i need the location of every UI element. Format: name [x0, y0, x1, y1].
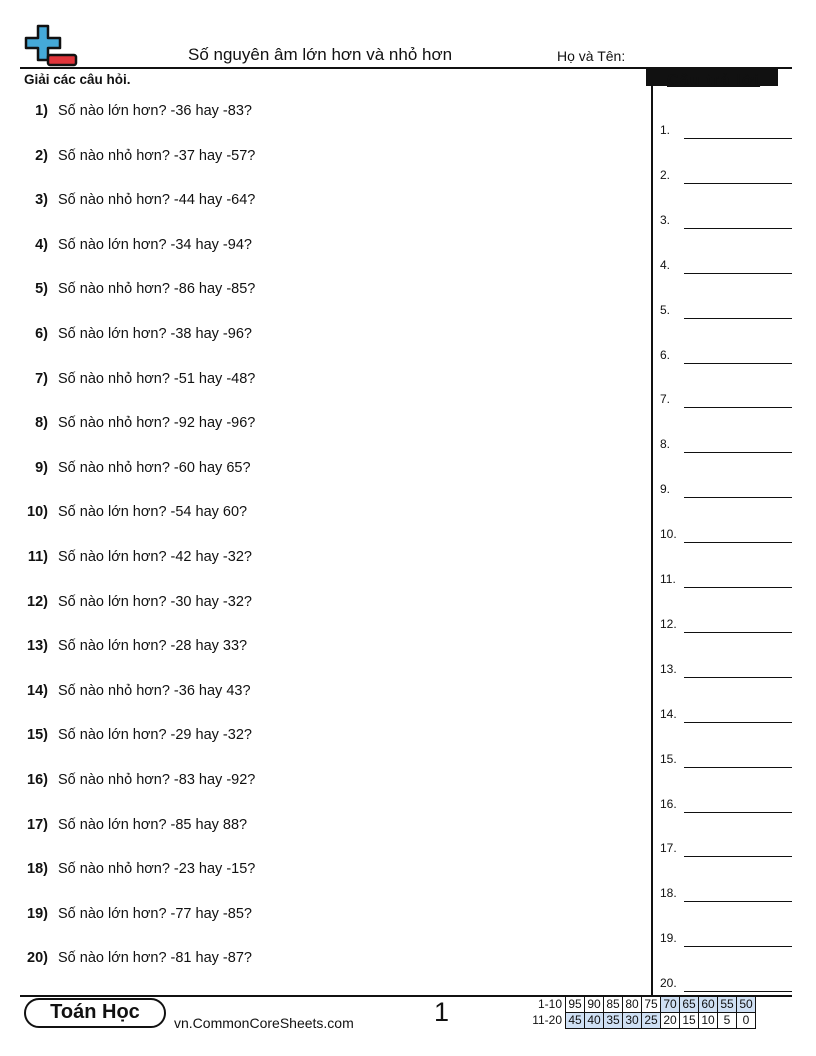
- question-number: 15): [27, 727, 48, 744]
- answer-number: 5.: [660, 302, 671, 317]
- answer-blank[interactable]: [660, 256, 792, 274]
- answer-line[interactable]: [684, 542, 792, 543]
- score-cell: 35: [604, 1013, 623, 1029]
- question-number: 3): [35, 192, 48, 209]
- score-cell: 5: [718, 1013, 737, 1029]
- answer-line[interactable]: [684, 677, 792, 678]
- question-number: 10): [27, 504, 48, 521]
- question-text: Số nào nhỏ hơn? -83 hay -92?: [58, 772, 256, 788]
- answer-line[interactable]: [684, 273, 792, 274]
- answer-line[interactable]: [684, 722, 792, 723]
- plus-minus-logo-icon: [24, 24, 78, 68]
- answer-blank[interactable]: [660, 974, 792, 992]
- answer-number: 17.: [660, 841, 677, 856]
- answer-line[interactable]: [684, 991, 792, 992]
- answer-blank[interactable]: [660, 301, 792, 319]
- score-cell: 10: [699, 1013, 718, 1029]
- page-title: Số nguyên âm lớn hơn và nhỏ hơn: [188, 45, 453, 64]
- answer-blank[interactable]: [660, 884, 792, 902]
- question-text: Số nào nhỏ hơn? -51 hay -48?: [58, 370, 256, 387]
- answer-number: 19.: [660, 931, 677, 946]
- answer-number: 15.: [660, 751, 677, 766]
- answer-number: 8.: [660, 437, 671, 452]
- answer-number: 20.: [660, 976, 677, 991]
- answer-number: 10.: [660, 527, 677, 542]
- question-number: 12): [27, 593, 48, 610]
- answer-blank[interactable]: [660, 121, 792, 139]
- question-text: Số nào lớn hơn? -34 hay -94?: [58, 236, 252, 253]
- answer-line[interactable]: [684, 946, 792, 947]
- site-url: vn.CommonCoreSheets.com: [174, 1015, 354, 1031]
- answer-number: 7.: [660, 392, 671, 407]
- answer-number: 9.: [660, 482, 671, 497]
- score-cell: 90: [585, 997, 604, 1013]
- answer-number: 14.: [660, 706, 677, 721]
- question-number: 8): [35, 415, 48, 432]
- answer-blank[interactable]: [660, 435, 792, 453]
- answer-number: 12.: [660, 616, 677, 631]
- answer-blank[interactable]: [660, 525, 792, 543]
- answer-blank[interactable]: [660, 346, 792, 364]
- answer-blank[interactable]: [660, 390, 792, 408]
- question-number: 11): [27, 549, 48, 565]
- question-text: Số nào lớn hơn? -42 hay -32?: [58, 549, 252, 565]
- question-text: Số nào lớn hơn? -81 hay -87?: [58, 950, 252, 967]
- question-number: 13): [27, 638, 48, 655]
- question-number: 7): [35, 370, 48, 387]
- answer-blank[interactable]: [660, 705, 792, 723]
- question-number: 1): [35, 103, 48, 119]
- answer-number: 18.: [660, 886, 677, 901]
- score-row: [530, 997, 756, 1013]
- answer-number: 6.: [660, 347, 671, 362]
- score-cell: 25: [642, 1013, 661, 1029]
- question-number: 5): [35, 281, 48, 298]
- answer-blank[interactable]: [660, 660, 792, 678]
- name-label: Họ và Tên:: [557, 48, 626, 64]
- answer-line[interactable]: [684, 452, 792, 453]
- answer-line[interactable]: [684, 363, 792, 364]
- answer-number: 13.: [660, 661, 677, 676]
- answer-line[interactable]: [684, 901, 792, 902]
- answer-number: 3.: [660, 212, 671, 227]
- answer-number: 16.: [660, 796, 677, 811]
- question-number: 17): [27, 816, 48, 833]
- score-cell: 65: [680, 997, 699, 1013]
- answer-blank[interactable]: [660, 839, 792, 857]
- score-cell: 50: [737, 997, 756, 1013]
- question-text: Số nào lớn hơn? -30 hay -32?: [58, 593, 252, 610]
- answer-line[interactable]: [684, 812, 792, 813]
- score-cell: 45: [566, 1013, 585, 1029]
- question-number: 16): [27, 772, 48, 788]
- answer-blank[interactable]: [660, 211, 792, 229]
- answer-line[interactable]: [684, 767, 792, 768]
- score-cell: 80: [623, 997, 642, 1013]
- question-number: 14): [27, 682, 48, 699]
- score-cell: 40: [585, 1013, 604, 1029]
- question-text: Số nào nhỏ hơn? -37 hay -57?: [58, 147, 256, 164]
- answer-line[interactable]: [684, 856, 792, 857]
- score-cell: 85: [604, 997, 623, 1013]
- question-number: 20): [27, 950, 48, 967]
- score-table: [530, 996, 756, 1029]
- score-row: [530, 1013, 756, 1029]
- answer-blank[interactable]: [660, 929, 792, 947]
- answer-line[interactable]: [684, 138, 792, 139]
- score-cell: 70: [661, 997, 680, 1013]
- score-cell: 20: [661, 1013, 680, 1029]
- question-text: Số nào nhỏ hơn? -44 hay -64?: [58, 192, 256, 209]
- answer-number: 4.: [660, 257, 671, 272]
- answer-line[interactable]: [684, 587, 792, 588]
- question-number: 6): [35, 326, 48, 342]
- score-cell: 15: [680, 1013, 699, 1029]
- question-text: Số nào nhỏ hơn? -36 hay 43?: [58, 682, 251, 699]
- answer-line[interactable]: [684, 228, 792, 229]
- question-text: Số nào nhỏ hơn? -23 hay -15?: [58, 861, 256, 878]
- score-row-label: 1-10: [537, 997, 562, 1011]
- question-number: 9): [35, 459, 48, 476]
- question-text: Số nào lớn hơn? -38 hay -96?: [58, 326, 252, 342]
- question-number: 18): [27, 861, 48, 878]
- answer-blank[interactable]: [660, 570, 792, 588]
- answer-line[interactable]: [684, 318, 792, 319]
- answer-line[interactable]: [684, 407, 792, 408]
- answer-blank[interactable]: [660, 615, 792, 633]
- answer-line[interactable]: [684, 183, 792, 184]
- question-text: Số nào lớn hơn? -29 hay -32?: [58, 727, 252, 744]
- answer-blank[interactable]: [660, 750, 792, 768]
- answer-line[interactable]: [684, 497, 792, 498]
- question-text: Số nào lớn hơn? -28 hay 33?: [58, 638, 248, 655]
- page-number: 1: [434, 997, 450, 1027]
- question-text: Số nào lớn hơn? -36 hay -83?: [58, 103, 252, 119]
- score-cell: 60: [699, 997, 718, 1013]
- question-text: Số nào nhỏ hơn? -60 hay 65?: [58, 459, 251, 476]
- score-cell: 55: [718, 997, 737, 1013]
- question-text: Số nào lớn hơn? -77 hay -85?: [58, 905, 252, 922]
- question-text: Số nào nhỏ hơn? -86 hay -85?: [58, 281, 256, 298]
- answer-blank[interactable]: [660, 795, 792, 813]
- answers-title: Câu trả lời: [667, 72, 761, 89]
- question-text: Số nào lớn hơn? -85 hay 88?: [58, 816, 248, 833]
- answer-blank[interactable]: [660, 166, 792, 184]
- question-text: Số nào nhỏ hơn? -92 hay -96?: [58, 415, 256, 432]
- column-divider: [651, 68, 653, 996]
- answer-blank[interactable]: [660, 480, 792, 498]
- answer-line[interactable]: [684, 632, 792, 633]
- score-cell: 95: [566, 997, 585, 1013]
- answer-number: 2.: [660, 167, 671, 182]
- score-cell: 75: [642, 997, 661, 1013]
- answer-number: 11.: [660, 572, 676, 586]
- score-cell: 30: [623, 1013, 642, 1029]
- instructions: Giải các câu hỏi.: [24, 72, 131, 87]
- answer-number: 1.: [660, 123, 671, 137]
- question-text: Số nào lớn hơn? -54 hay 60?: [58, 504, 248, 521]
- brand-badge: Toán Học: [24, 998, 166, 1028]
- question-number: 19): [27, 905, 48, 922]
- question-number: 2): [35, 147, 48, 164]
- question-number: 4): [35, 236, 48, 253]
- score-row-label: 11-20: [532, 1013, 562, 1027]
- score-cell: 0: [737, 1013, 756, 1029]
